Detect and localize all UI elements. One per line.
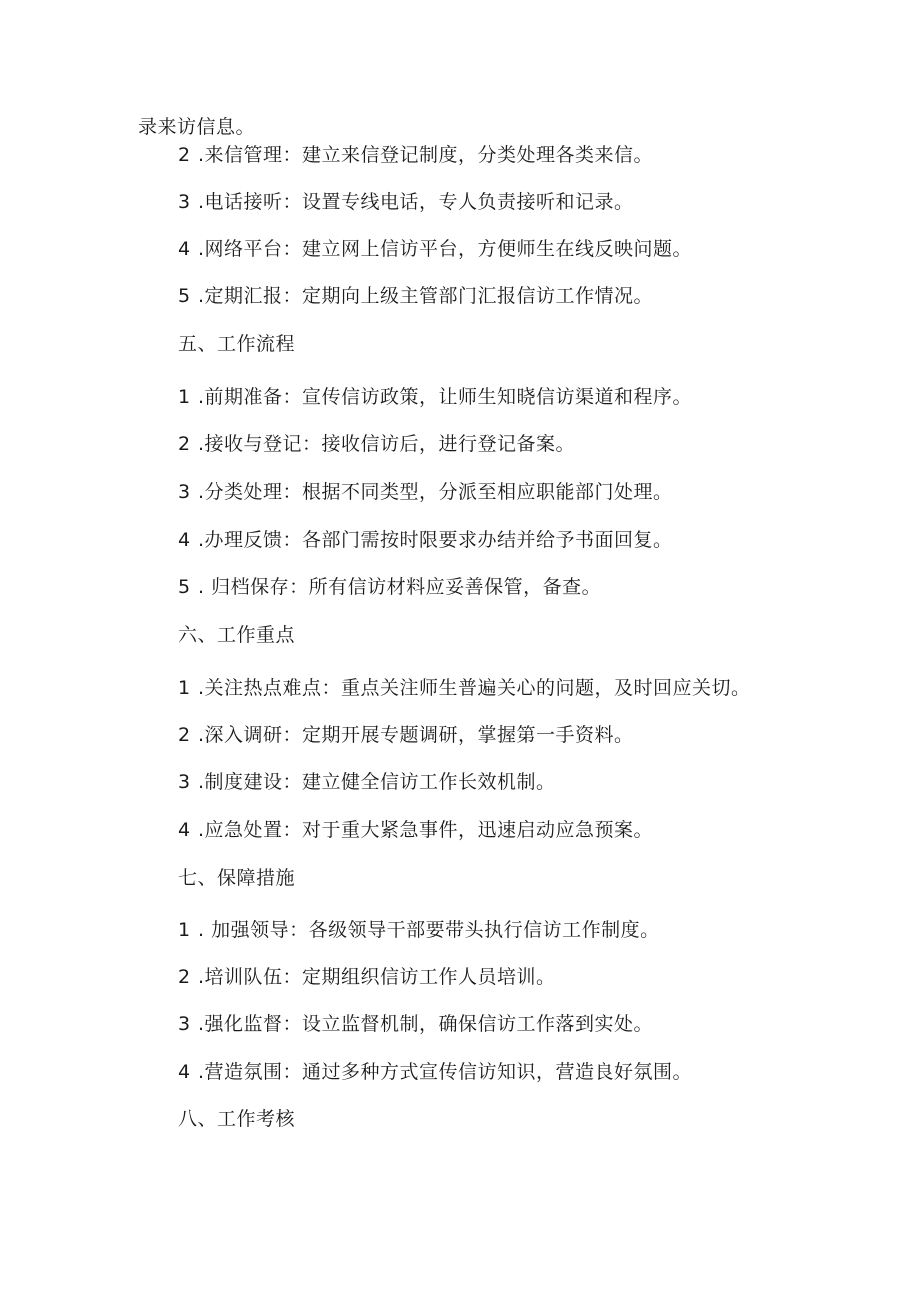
list-item-number: 3 [178, 191, 191, 213]
list-item [178, 574, 601, 600]
list-item-text: .接收与登记：接收信访后，进行登记备案。 [198, 433, 576, 455]
list-item-number: 3 [178, 771, 191, 793]
list-item-text: . 归档保存：所有信访材料应妥善保管，备查。 [198, 576, 602, 598]
list-item-text: .应急处置：对于重大紧急事件，迅速启动应急预案。 [198, 819, 654, 841]
section-heading: 八、工作考核 [178, 1108, 296, 1130]
list-item [178, 917, 660, 943]
list-item-text: .定期汇报：定期向上级主管部门汇报信访工作情况。 [198, 285, 654, 307]
list-item-text: .培训队伍：定期组织信访工作人员培训。 [198, 966, 556, 988]
list-item [178, 769, 556, 795]
list-item [178, 527, 673, 553]
list-item-number: 1 [178, 386, 191, 408]
list-item-text: . 加强领导：各级领导干部要带头执行信访工作制度。 [198, 919, 660, 941]
list-item [178, 142, 653, 168]
list-item-number: 2 [178, 144, 191, 166]
list-item-text: .前期准备：宣传信访政策，让师生知晓信访渠道和程序。 [198, 386, 693, 408]
list-item [178, 479, 673, 505]
list-item-number: 5 [178, 576, 191, 598]
list-item [178, 964, 556, 990]
list-item-number: 4 [178, 238, 191, 260]
list-item [178, 817, 653, 843]
list-item-number: 4 [178, 529, 191, 551]
list-item-text: .来信管理：建立来信登记制度，分类处理各类来信。 [198, 144, 654, 166]
list-item-number: 5 [178, 285, 191, 307]
list-item [178, 431, 575, 457]
list-item-number: 1 [178, 677, 191, 699]
list-item-number: 4 [178, 819, 191, 841]
section-heading: 六、工作重点 [178, 624, 296, 646]
list-item-text: .营造氛围：通过多种方式宣传信访知识，营造良好氛围。 [198, 1061, 693, 1083]
list-item-number: 2 [178, 433, 191, 455]
list-item [178, 1011, 653, 1037]
list-item [178, 189, 634, 215]
list-item-text: .电话接听：设置专线电话，专人负责接听和记录。 [198, 191, 634, 213]
list-item [178, 1059, 692, 1085]
section-heading: 五、工作流程 [178, 333, 296, 355]
list-item [178, 283, 653, 309]
section-heading: 七、保障措施 [178, 867, 296, 889]
list-item-number: 2 [178, 724, 191, 746]
list-item-number: 1 [178, 919, 191, 941]
list-item-text: .分类处理：根据不同类型，分派至相应职能部门处理。 [198, 481, 673, 503]
list-item-text: .制度建设：建立健全信访工作长效机制。 [198, 771, 556, 793]
list-item-text: .网络平台：建立网上信访平台，方便师生在线反映问题。 [198, 238, 693, 260]
list-item [178, 384, 692, 410]
list-item-text: .深入调研：定期开展专题调研，掌握第一手资料。 [198, 724, 634, 746]
list-item-text: .办理反馈：各部门需按时限要求办结并给予书面回复。 [198, 529, 673, 551]
list-item-text: .关注热点难点：重点关注师生普遍关心的问题，及时回应关切。 [198, 677, 751, 699]
list-item-number: 3 [178, 1013, 191, 1035]
list-item-number: 3 [178, 481, 191, 503]
list-item [178, 722, 634, 748]
continuation-text: 录来访信息。 [138, 116, 256, 138]
list-item-number: 2 [178, 966, 191, 988]
list-item-text: .强化监督：设立监督机制，确保信访工作落到实处。 [198, 1013, 654, 1035]
list-item-number: 4 [178, 1061, 191, 1083]
list-item [178, 236, 692, 262]
list-item [178, 675, 751, 701]
